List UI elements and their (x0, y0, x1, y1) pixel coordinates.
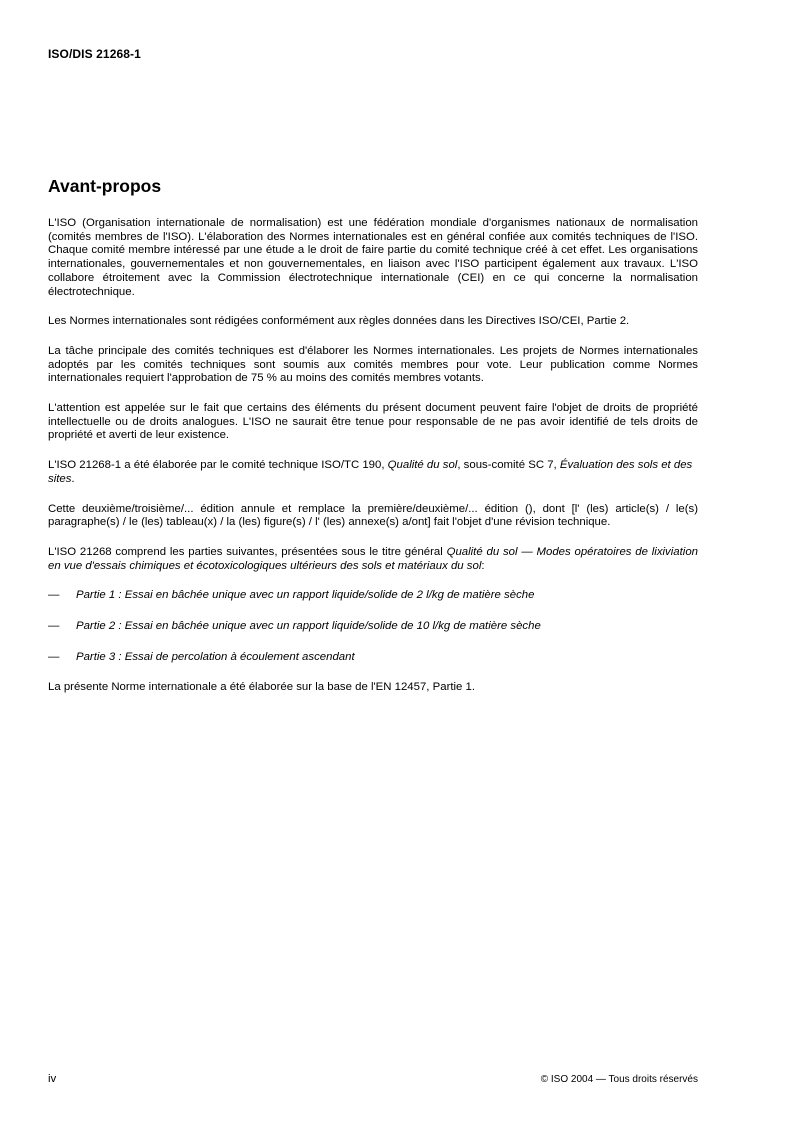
general-title: Qualité du sol — Modes opératoires de lixiviation en vue d'essais chimiques et écotoxicologiques ultérieurs des sols et matériaux du sol (48, 545, 698, 572)
copyright-notice: © ISO 2004 — Tous droits réservés (540, 1074, 698, 1085)
paragraph-iso-organisation: L'ISO (Organisation internationale de normalisation) est une fédération mondiale d'organismes nationaux de normalisation (comités membres de l'ISO). L'élaboration des Normes internationales est en général confiée aux comités techniques de l'ISO. Chaque comité membre intéressé par une étude a le droit de faire partie du comité technique créé à cet effet. Les organisations internationales, gouvernementales et non gouvernementales, en liaison avec l'ISO participent également aux travaux. L'ISO collabore étroitement avec la Commission électrotechnique internationale (CEI) en ce qui concerne la normalisation électrotechnique. (48, 217, 698, 298)
paragraph-parts-intro (48, 546, 698, 573)
list-dash: — (48, 650, 60, 663)
list-dash: — (48, 620, 60, 633)
prepared-by-end: . (71, 472, 75, 485)
paragraph-technical-committees: La tâche principale des comités techniques est d'élaborer les Normes internationales. Les projets de Normes internationales adoptés par les comités techniques sont soumis aux comités membres pour vote. Leur publication comme Normes internationales requiert l'approbation de 75 % au moins des comités membres votants. (48, 344, 698, 385)
list-item-part-1 (48, 589, 698, 603)
paragraph-based-on: La présente Norme internationale a été élaborée sur la base de l'EN 12457, Partie 1. (48, 681, 476, 694)
foreword-section (48, 174, 698, 711)
committee-title: Qualité du sol (387, 459, 458, 472)
paragraph-edition: Cette deuxième/troisième/... édition annule et remplace la première/deuxième/... édition (), dont [l' (les) article(s) / le(s) paragraphe(s) / le (les) tableau(x) / la (les) figure(s) / l' (les) annexe(s) a/ont] fait l'objet d'une révision technique. (48, 502, 698, 529)
prepared-by-text: L'ISO 21268-1 a été élaborée par le comité technique ISO/TC 190, (48, 459, 388, 472)
list-item-part-3 (48, 651, 698, 665)
parts-intro-end: : (481, 559, 485, 572)
page-number: iv (48, 1073, 57, 1085)
subcommittee-text: , sous-comité SC 7, (457, 459, 560, 472)
list-dash: — (48, 589, 60, 602)
parts-intro-text: L'ISO 21268 comprend les parties suivantes, présentées sous le titre général (48, 545, 447, 558)
section-title: Avant-propos (48, 176, 162, 196)
paragraph-directives: Les Normes internationales sont rédigées conformément aux règles données dans les Directives ISO/CEI, Partie 2. (48, 315, 630, 328)
paragraph-patent-rights: L'attention est appelée sur le fait que certains des éléments du présent document peuvent faire l'objet de droits de propriété intellectuelle ou de droits analogues. L'ISO ne saurait être tenue pour responsable de ne pas avoir identifié de tels droits de propriété et averti de leur existence. (48, 402, 698, 442)
list-item-part-2 (48, 620, 698, 634)
document-id: ISO/DIS 21268-1 (48, 47, 141, 61)
part-3-title: Partie 3 : Essai de percolation à écoulement ascendant (76, 650, 355, 663)
subcommittee-title: Évaluation des sols et des sites (48, 459, 693, 485)
paragraph-prepared-by (48, 459, 698, 486)
part-1-title: Partie 1 : Essai en bâchée unique avec un rapport liquide/solide de 2 l/kg de matière sèche (76, 589, 535, 602)
part-2-title: Partie 2 : Essai en bâchée unique avec un rapport liquide/solide de 10 l/kg de matière sèche (76, 620, 541, 633)
